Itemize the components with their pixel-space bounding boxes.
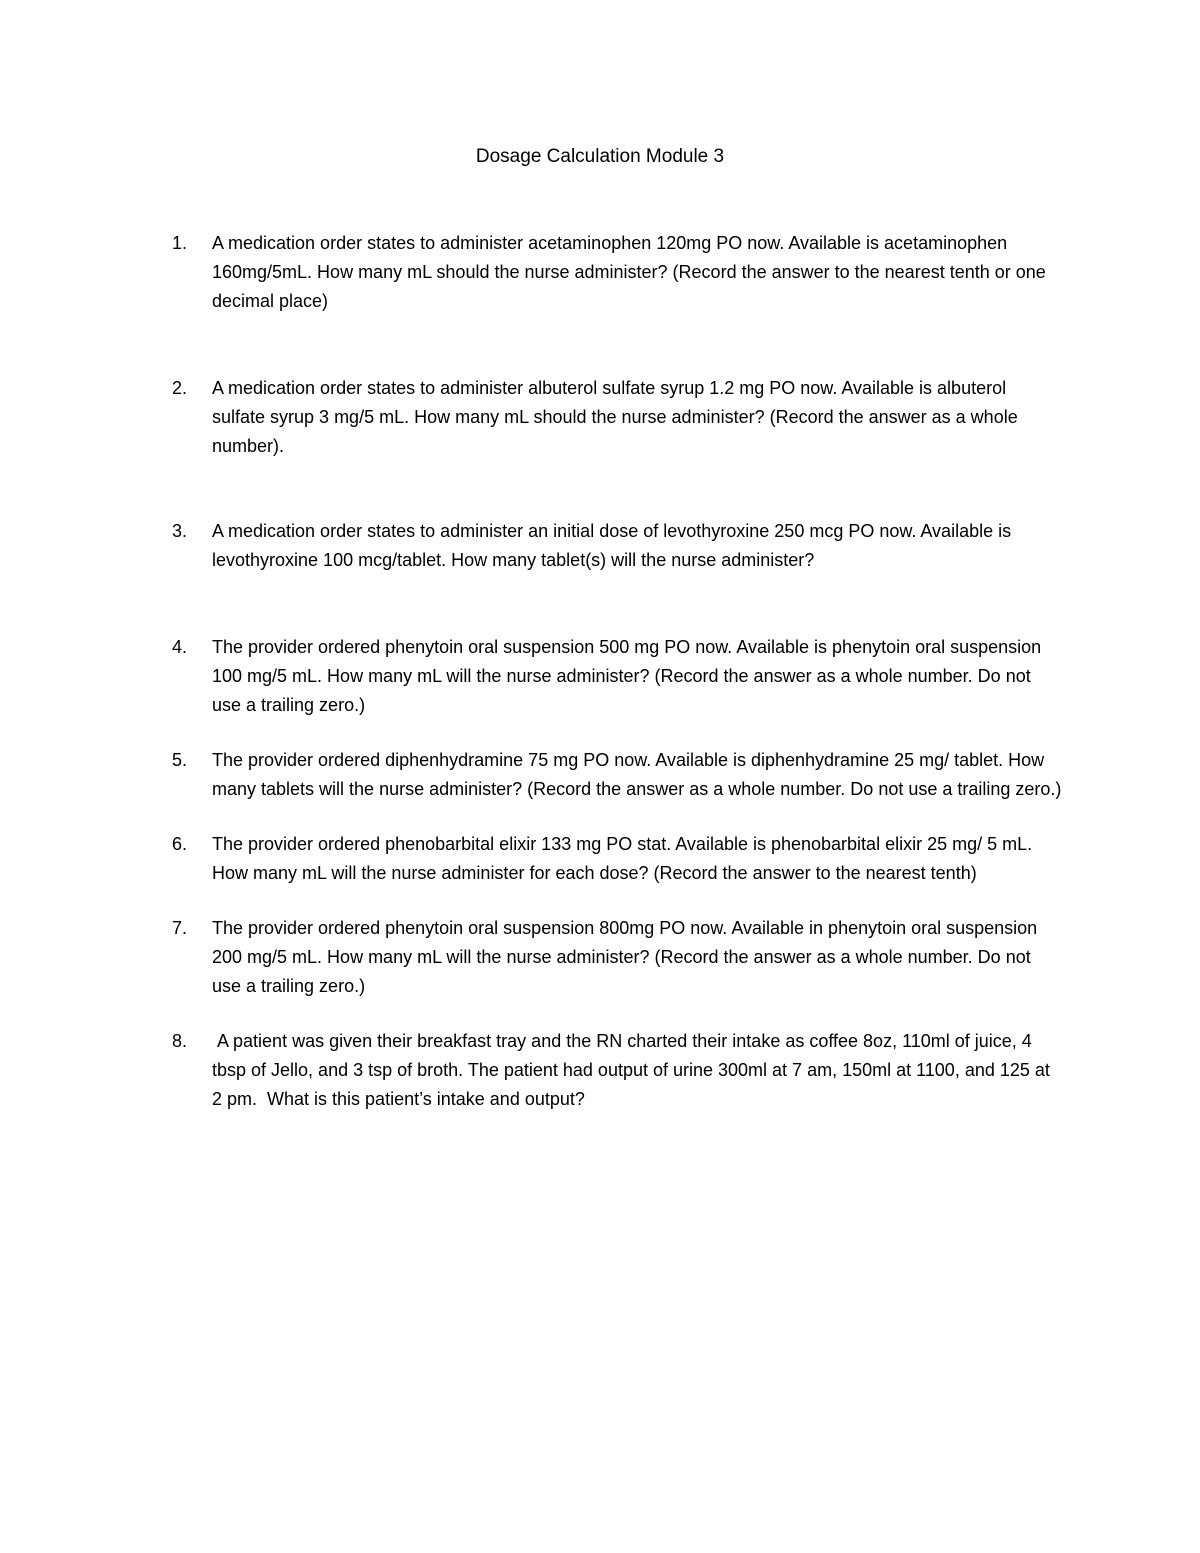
question-item (172, 914, 1062, 1001)
question-number: 7. (172, 918, 188, 938)
question-text: A medication order states to administer albuterol sulfate syrup 1.2 mg PO now. Available is albuterol sulfate syrup 3 mg/5 mL. How many mL should the nurse administer? (Record the answer as a whole number). (212, 378, 1018, 456)
question-item (172, 633, 1062, 720)
question-number: 8. (172, 1031, 188, 1051)
question-item (172, 229, 1062, 316)
question-number: 3. (172, 521, 188, 541)
question-text: The provider ordered phenobarbital elixir 133 mg PO stat. Available is phenobarbital elixir 25 mg/ 5 mL. How many mL will the nurse administer for each dose? (Record the answer to the nearest tenth) (212, 834, 1033, 883)
question-text: A patient was given their breakfast tray and the RN charted their intake as coffee 8oz, 110ml of juice, 4 tbsp of Jello, and 3 tsp of broth. The patient had output of urine 300ml at 7 am, 150ml at 1100, and 125 at 2 pm. What is this patient’s intake and output? (212, 1031, 1055, 1109)
question-text: A medication order states to administer an initial dose of levothyroxine 250 mcg PO now. Available is levothyroxine 100 mcg/tablet. How many tablet(s) will the nurse administer? (212, 521, 1012, 570)
question-number: 6. (172, 834, 188, 854)
question-item (172, 374, 1062, 461)
question-item (172, 1027, 1062, 1114)
question-number: 4. (172, 637, 188, 657)
question-text: The provider ordered diphenhydramine 75 mg PO now. Available is diphenhydramine 25 mg/ tablet. How many tablets will the nurse administer? (Record the answer as a whole number. Do not use a trailing zero.) (212, 750, 1062, 799)
question-item (172, 746, 1062, 804)
question-number: 5. (172, 750, 188, 770)
question-item (172, 830, 1062, 888)
question-number: 1. (172, 233, 188, 253)
question-text: The provider ordered phenytoin oral suspension 800mg PO now. Available in phenytoin oral suspension 200 mg/5 mL. How many mL will the nurse administer? (Record the answer as a whole number. Do not use a trailing zero.) (212, 918, 1038, 996)
question-text: The provider ordered phenytoin oral suspension 500 mg PO now. Available is phenytoin oral suspension 100 mg/5 mL. How many mL will the nurse administer? (Record the answer as a whole number. Do not use a trailing zero.) (212, 637, 1042, 715)
question-number: 2. (172, 378, 188, 398)
question-list (172, 229, 1062, 1114)
document-title: Dosage Calculation Module 3 (475, 146, 725, 167)
question-item (172, 517, 1062, 575)
question-text: A medication order states to administer acetaminophen 120mg PO now. Available is acetaminophen 160mg/5mL. How many mL should the nurse administer? (Record the answer to the nearest tenth or one decimal place) (212, 233, 1046, 311)
